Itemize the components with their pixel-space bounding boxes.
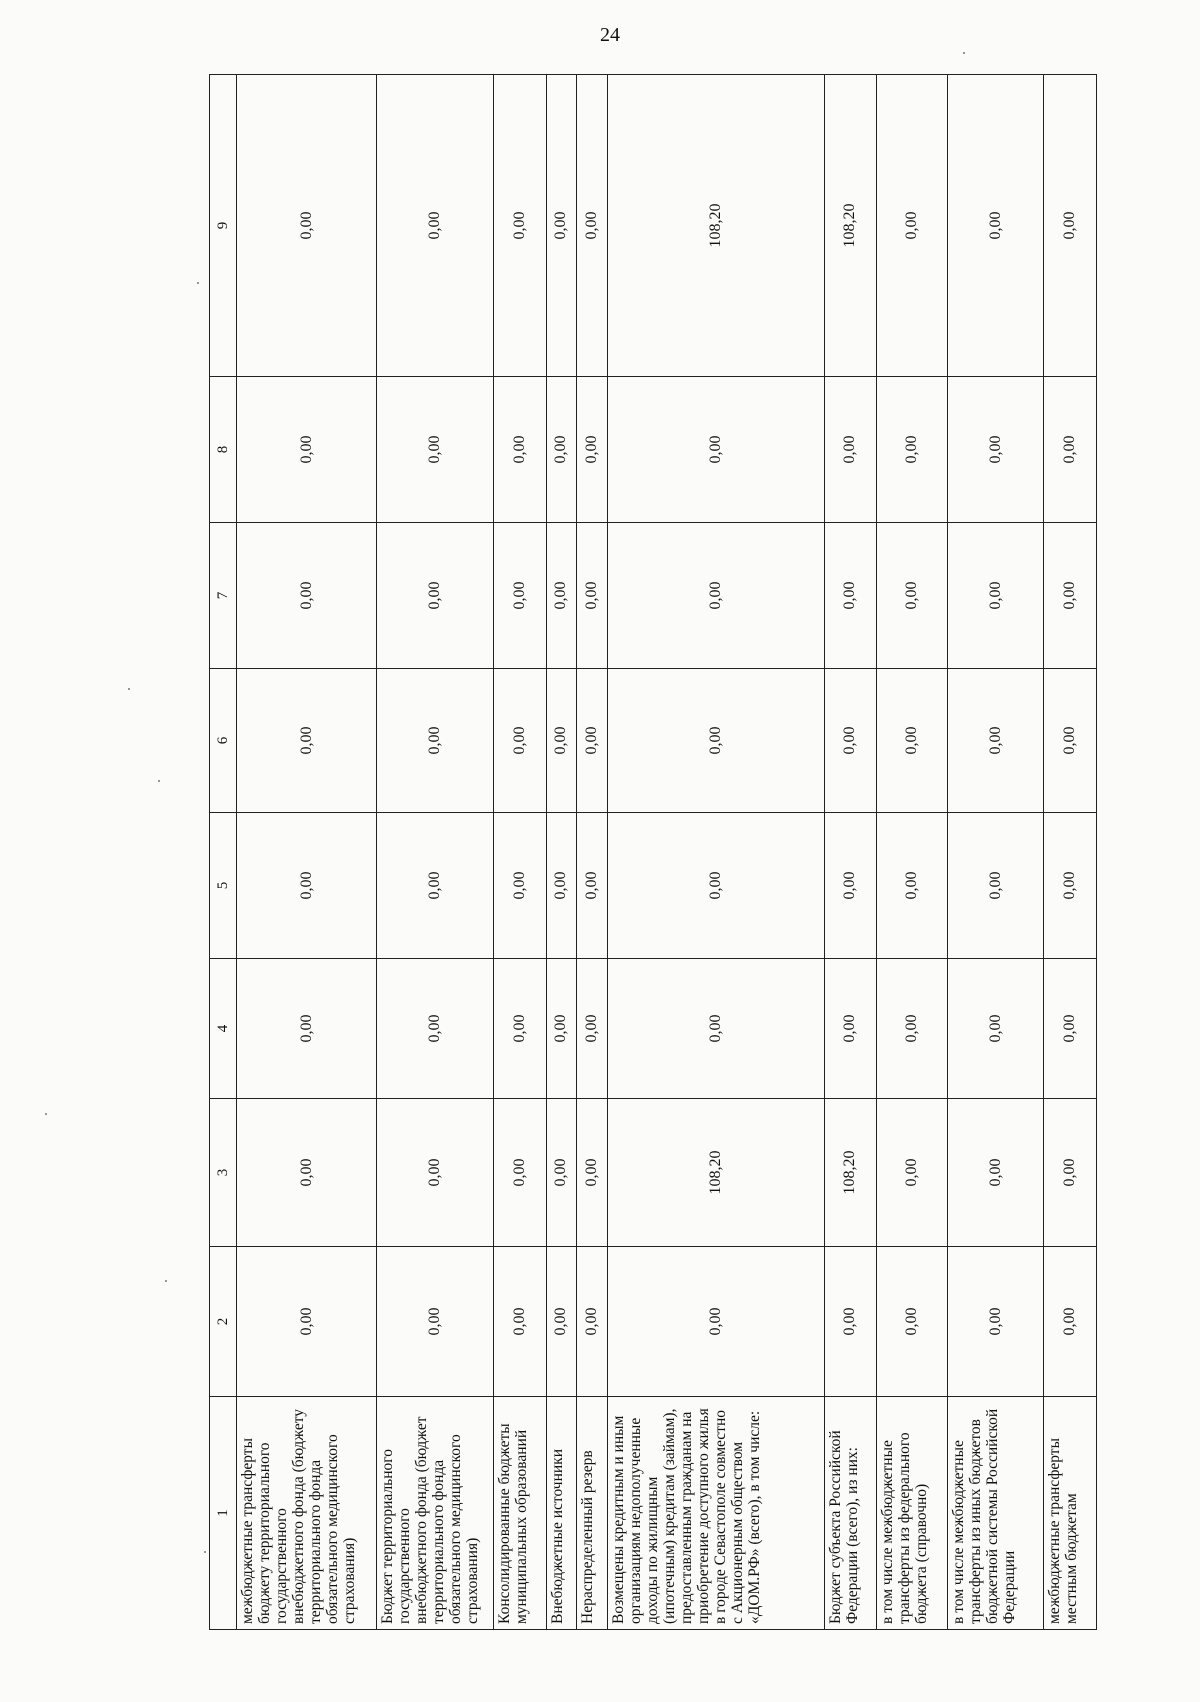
- table-row: [577, 75, 608, 1630]
- scan-speck: [158, 780, 160, 782]
- column-header: 2: [210, 1247, 237, 1397]
- scan-speck: [963, 52, 965, 54]
- table-cell: 0,00: [607, 1247, 824, 1397]
- table-cell: 0,00: [1044, 75, 1097, 377]
- table-cell: 0,00: [607, 669, 824, 813]
- scan-speck: [204, 1551, 206, 1553]
- row-label: межбюджетные трансферты бюджету территориального государственного внебюджетного фонда (бюджету территориального фонда обязательного медицинского страхования): [237, 1397, 377, 1630]
- table-cell: 0,00: [1044, 669, 1097, 813]
- table-cell: 0,00: [824, 523, 877, 669]
- column-header: 1: [210, 1397, 237, 1630]
- column-header: 4: [210, 959, 237, 1099]
- table-cell: 0,00: [607, 813, 824, 959]
- table-cell: 0,00: [948, 377, 1044, 523]
- table-cell: 0,00: [546, 523, 577, 669]
- table-cell: 0,00: [607, 523, 824, 669]
- table-cell: 108,20: [824, 75, 877, 377]
- page-number: 24: [600, 24, 620, 46]
- table-cell: 0,00: [494, 377, 547, 523]
- table-cell: 0,00: [546, 75, 577, 377]
- table-cell: 0,00: [237, 75, 377, 377]
- scan-speck: [45, 1113, 47, 1115]
- row-label: Возмещены кредитным и иным организациям недополученные доходы по жилищным (ипотечным) кредитам (займам), предоставленным гражданам на приобретение доступного жилья в городе Севастополе совместно с Акционерным обществом «ДОМ.РФ» (всего), в том числе:: [607, 1397, 824, 1630]
- table-cell: 0,00: [824, 669, 877, 813]
- table-cell: 0,00: [877, 377, 948, 523]
- table-cell: 0,00: [577, 377, 608, 523]
- table-cell: 0,00: [877, 75, 948, 377]
- table-cell: 0,00: [577, 1247, 608, 1397]
- table-cell: 0,00: [237, 959, 377, 1099]
- table-cell: 0,00: [877, 669, 948, 813]
- table-cell: 0,00: [237, 669, 377, 813]
- table-cell: 0,00: [577, 959, 608, 1099]
- table-cell: 0,00: [546, 1247, 577, 1397]
- table-cell: 0,00: [377, 523, 494, 669]
- table-cell: 0,00: [1044, 959, 1097, 1099]
- table-cell: 0,00: [377, 75, 494, 377]
- table-cell: 0,00: [877, 523, 948, 669]
- table-cell: 0,00: [948, 1247, 1044, 1397]
- table-cell: 0,00: [377, 813, 494, 959]
- column-header: 7: [210, 523, 237, 669]
- table-cell: 0,00: [948, 523, 1044, 669]
- table-cell: 0,00: [237, 1247, 377, 1397]
- table-cell: 0,00: [494, 959, 547, 1099]
- table-cell: 0,00: [494, 813, 547, 959]
- table-cell: 0,00: [1044, 377, 1097, 523]
- table-cell: 0,00: [948, 959, 1044, 1099]
- table-cell: 0,00: [494, 669, 547, 813]
- table-cell: 0,00: [546, 813, 577, 959]
- table-row: [237, 75, 377, 1630]
- row-label: Бюджет субъекта Российской Федерации (всего), из них:: [824, 1397, 877, 1630]
- table-cell: 0,00: [237, 1099, 377, 1247]
- table-row: [494, 75, 547, 1630]
- table-cell: 0,00: [377, 1099, 494, 1247]
- scan-speck: [197, 282, 199, 284]
- rotated-table-wrapper: [209, 75, 1097, 1630]
- table-cell: 0,00: [546, 1099, 577, 1247]
- table-cell: 0,00: [1044, 1099, 1097, 1247]
- table-cell: 0,00: [494, 523, 547, 669]
- table-cell: 0,00: [377, 377, 494, 523]
- table-cell: 0,00: [824, 813, 877, 959]
- table-cell: 0,00: [607, 377, 824, 523]
- column-header: 8: [210, 377, 237, 523]
- table-cell: 0,00: [877, 959, 948, 1099]
- scan-speck: [128, 688, 130, 690]
- table-row: [824, 75, 877, 1630]
- table-row: [377, 75, 494, 1630]
- row-label: в том числе межбюджетные трансферты из иных бюджетов бюджетной системы Российской Федерации: [948, 1397, 1044, 1630]
- table-cell: 0,00: [824, 1247, 877, 1397]
- table-cell: 0,00: [377, 1247, 494, 1397]
- table-cell: 108,20: [607, 1099, 824, 1247]
- table-row: [877, 75, 948, 1630]
- header-row: [210, 75, 237, 1630]
- table-cell: 0,00: [546, 669, 577, 813]
- column-header: 3: [210, 1099, 237, 1247]
- table-cell: 0,00: [824, 959, 877, 1099]
- row-label: межбюджетные трансферты местным бюджетам: [1044, 1397, 1097, 1630]
- table-cell: 0,00: [948, 669, 1044, 813]
- table-cell: 0,00: [237, 813, 377, 959]
- scan-speck: [165, 1280, 167, 1282]
- table-cell: 0,00: [1044, 813, 1097, 959]
- row-label: в том числе межбюджетные трансферты из федерального бюджета (справочно): [877, 1397, 948, 1630]
- table-cell: 0,00: [377, 959, 494, 1099]
- table-cell: 108,20: [824, 1099, 877, 1247]
- table-cell: 0,00: [494, 1099, 547, 1247]
- table-row: [948, 75, 1044, 1630]
- table-cell: 0,00: [948, 813, 1044, 959]
- table-row: [546, 75, 577, 1630]
- table-cell: 0,00: [877, 1099, 948, 1247]
- table-row: [1044, 75, 1097, 1630]
- table-cell: 108,20: [607, 75, 824, 377]
- column-header: 6: [210, 669, 237, 813]
- table-cell: 0,00: [948, 1099, 1044, 1247]
- table-cell: 0,00: [577, 813, 608, 959]
- column-header: 5: [210, 813, 237, 959]
- table-cell: 0,00: [237, 377, 377, 523]
- table-cell: 0,00: [607, 959, 824, 1099]
- table-cell: 0,00: [877, 813, 948, 959]
- row-label: Консолидированные бюджеты муниципальных образований: [494, 1397, 547, 1630]
- table-cell: 0,00: [1044, 1247, 1097, 1397]
- row-label: Бюджет территориального государственного внебюджетного фонда (бюджет территориального фонда обязательного медицинского страхования): [377, 1397, 494, 1630]
- table-cell: 0,00: [877, 1247, 948, 1397]
- table-cell: 0,00: [577, 523, 608, 669]
- table-row: [607, 75, 824, 1630]
- table-cell: 0,00: [546, 377, 577, 523]
- table-cell: 0,00: [494, 1247, 547, 1397]
- table-cell: 0,00: [546, 959, 577, 1099]
- table-cell: 0,00: [1044, 523, 1097, 669]
- table-cell: 0,00: [494, 75, 547, 377]
- table-cell: 0,00: [577, 669, 608, 813]
- table-cell: 0,00: [824, 377, 877, 523]
- table-cell: 0,00: [948, 75, 1044, 377]
- row-label: Нераспределенный резерв: [577, 1397, 608, 1630]
- row-label: Внебюджетные источники: [546, 1397, 577, 1630]
- column-header: 9: [210, 75, 237, 377]
- table-cell: 0,00: [577, 1099, 608, 1247]
- table-cell: 0,00: [237, 523, 377, 669]
- table-cell: 0,00: [377, 669, 494, 813]
- table-cell: 0,00: [577, 75, 608, 377]
- budget-table: [209, 74, 1097, 1630]
